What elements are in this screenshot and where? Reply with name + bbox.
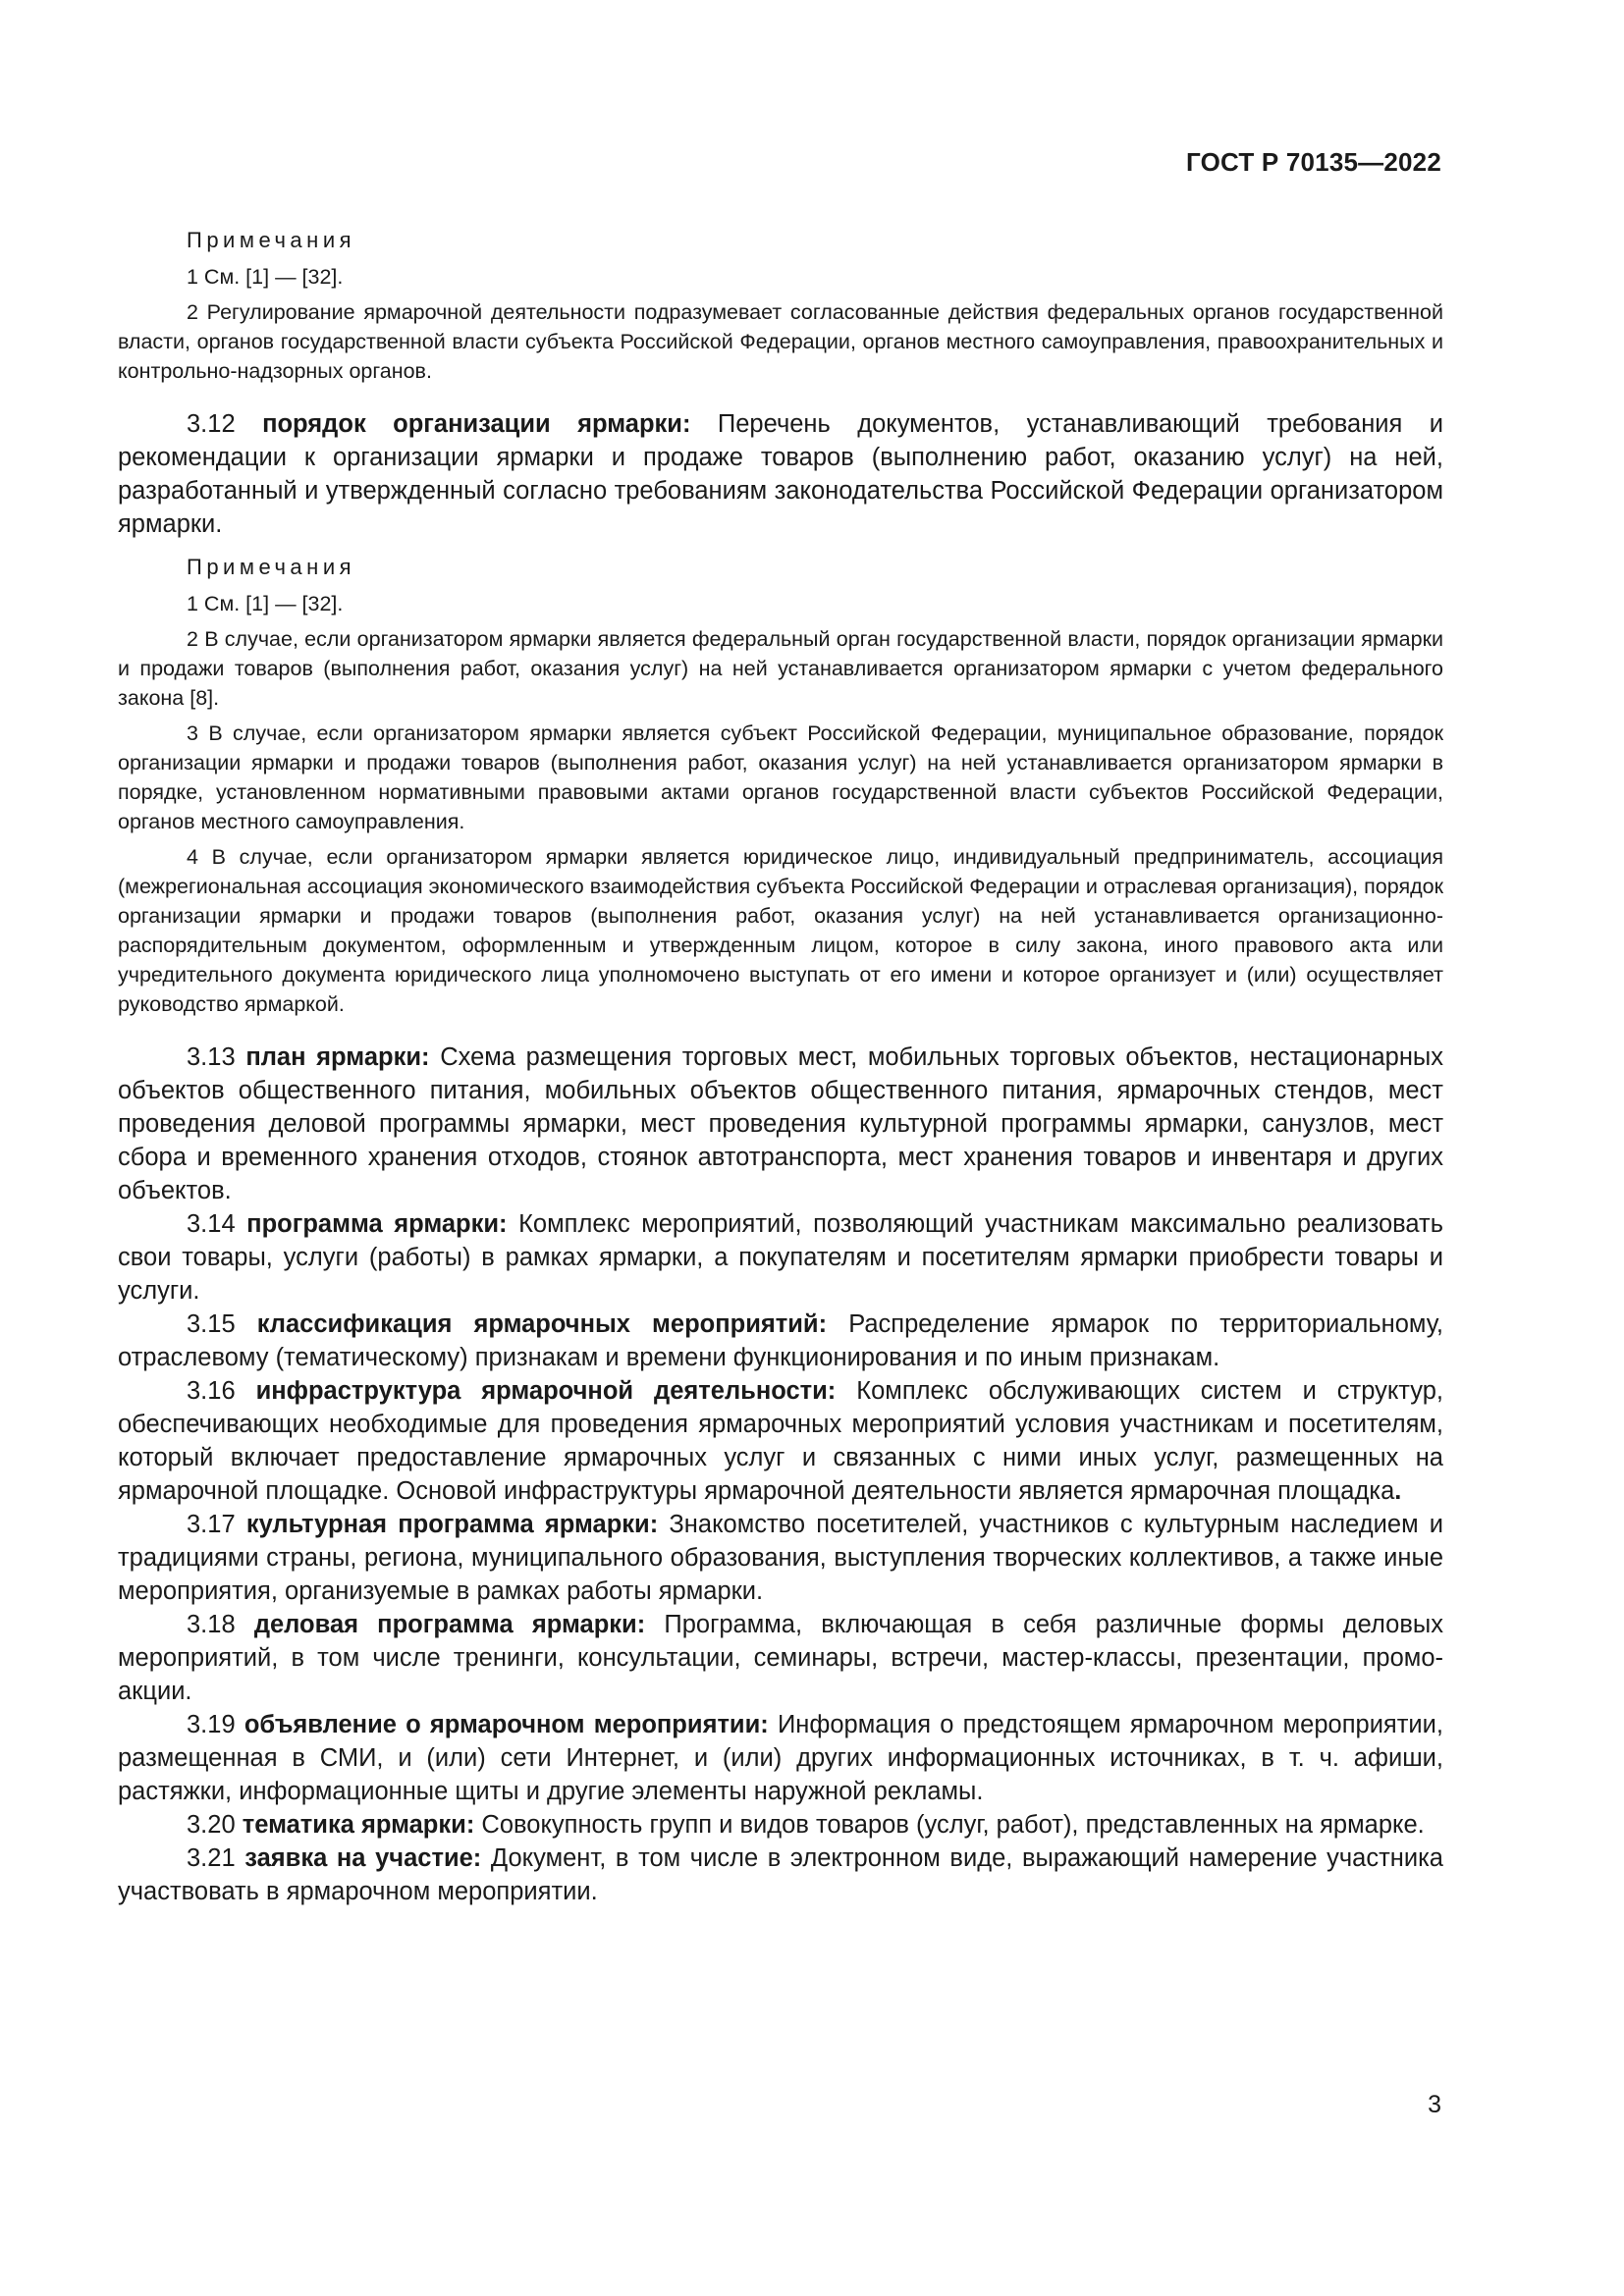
term-3-17 bbox=[118, 1508, 1443, 1608]
term-title: культурная программа ярмарки: bbox=[245, 1511, 659, 1538]
term-definition: Документ, в том числе в электронном виде, выражающий намерение участника участвовать в ярмарочном мероприятии. bbox=[118, 1844, 1443, 1905]
term-title: тематика ярмарки: bbox=[242, 1811, 475, 1839]
term-3-15 bbox=[118, 1308, 1443, 1374]
document-header: ГОСТ Р 70135—2022 bbox=[1186, 147, 1441, 177]
term-title: объявление о ярмарочном мероприятии: bbox=[244, 1711, 769, 1738]
term-number: 3.17 bbox=[187, 1511, 236, 1538]
term-number: 3.21 bbox=[187, 1844, 236, 1872]
term-definition: Распределение ярмарок по территориальному, отраслевому (тематическому) признакам и времени функционирования и по иным признакам. bbox=[118, 1310, 1443, 1371]
term-definition: Совокупность групп и видов товаров (услуг, работ), представленных на ярмарке. bbox=[481, 1811, 1425, 1839]
term-definition: Программа, включающая в себя различные формы деловых мероприятий, в том числе тренинги, консультации, семинары, встречи, мастер-классы, презентации, промо-акции. bbox=[118, 1611, 1443, 1705]
note-item: 1 См. [1] — [32]. bbox=[187, 265, 344, 289]
notes-heading: Примечания bbox=[187, 228, 356, 252]
note-item: 2 В случае, если организатором ярмарки является федеральный орган государственной власти, порядок организации ярмарки и продажи товаров (выполнения работ, оказания услуг) на ней устанавливается организатором ярмарки с учетом федерального закона [8]. bbox=[118, 627, 1443, 710]
term-3-14 bbox=[118, 1207, 1443, 1308]
term-definition: Знакомство посетителей, участников с культурным наследием и традициями страны, региона, муниципального образования, выступления творческих коллективов, а также иные мероприятия, организуемые в рамках работы ярмарки. bbox=[118, 1511, 1444, 1605]
term-number: 3.19 bbox=[187, 1711, 236, 1738]
term-definition: Информация о предстоящем ярмарочном мероприятии, размещенная в СМИ, и (или) сети Интернет, и (или) других информационных источниках, в т. ч. афиши, растяжки, информационные щиты и другие элементы наружной рекламы. bbox=[118, 1711, 1443, 1805]
page-number: 3 bbox=[1428, 2091, 1441, 2118]
term-3-13 bbox=[118, 1041, 1443, 1207]
term-number: 3.14 bbox=[187, 1210, 236, 1238]
term-number: 3.12 bbox=[187, 410, 236, 438]
term-number: 3.13 bbox=[187, 1043, 236, 1071]
term-3-19 bbox=[118, 1708, 1443, 1808]
note-item: 4 В случае, если организатором ярмарки является юридическое лицо, индивидуальный предприниматель, ассоциация (межрегиональная ассоциация экономического взаимодействия субъекта Российской Федерации и отраслевая организация), порядок организации ярмарки и продажи товаров (выполнения работ, оказания услуг) на ней устанавливается организационно-распорядительным документом, оформленным и утвержденным лицом, которое в силу закона, иного правового акта или учредительного документа юридического лица уполномочено выступать от его имени и которое организует и (или) осуществляет руководство ярмаркой. bbox=[118, 845, 1443, 1016]
term-3-18 bbox=[118, 1608, 1443, 1708]
term-title: деловая программа ярмарки: bbox=[253, 1611, 646, 1638]
term-definition: Комплекс обслуживающих систем и структур, обеспечивающих необходимые для проведения ярмарочных мероприятий условия участникам и посетителям, который включает предоставление ярмарочных услуг и связанных с ними иных услуг, размещенных на ярмарочной площадке. Основой инфраструктуры ярмарочной деятельности является ярмарочная площадка bbox=[118, 1377, 1443, 1505]
note-item: 3 В случае, если организатором ярмарки является субъект Российской Федерации, муниципальное образование, порядок организации ярмарки и продажи товаров (выполнения работ, оказания услуг) на ней устанавливается организатором ярмарки в порядке, установленном нормативными правовыми актами органов государственной власти субъектов Российской Федерации, органов местного самоуправления. bbox=[118, 721, 1443, 833]
term-number: 3.16 bbox=[187, 1377, 236, 1405]
term-title: план ярмарки: bbox=[245, 1043, 430, 1071]
term-title: порядок организации ярмарки: bbox=[262, 410, 691, 438]
term-3-16 bbox=[118, 1374, 1443, 1508]
term-3-20 bbox=[118, 1808, 1443, 1842]
term-definition-end: . bbox=[1394, 1477, 1402, 1505]
term-definition: Перечень документов, устанавливающий требования и рекомендации к организации ярмарки и продаже товаров (выполнению работ, оказанию услуг) на ней, разработанный и утвержденный согласно требованиям законодательства Российской Федерации организатором ярмарки. bbox=[118, 410, 1443, 538]
term-number: 3.18 bbox=[187, 1611, 236, 1638]
term-number: 3.20 bbox=[187, 1811, 236, 1839]
note-item: 1 См. [1] — [32]. bbox=[187, 592, 344, 615]
term-3-21 bbox=[118, 1842, 1443, 1908]
term-title: программа ярмарки: bbox=[246, 1210, 508, 1238]
term-title: классификация ярмарочных мероприятий: bbox=[256, 1310, 828, 1338]
term-title: инфраструктура ярмарочной деятельности: bbox=[255, 1377, 837, 1405]
document-body bbox=[118, 226, 1443, 1908]
notes-heading: Примечания bbox=[187, 555, 356, 579]
term-3-12 bbox=[118, 407, 1443, 541]
term-number: 3.15 bbox=[187, 1310, 236, 1338]
term-definition: Схема размещения торговых мест, мобильных торговых объектов, нестационарных объектов общественного питания, мобильных объектов общественного питания, ярмарочных стендов, мест проведения деловой программы ярмарки, мест проведения культурной программы ярмарки, санузлов, мест сбора и временного хранения отходов, стоянок автотранспорта, мест хранения товаров и инвентаря и других объектов. bbox=[118, 1043, 1443, 1204]
note-item: 2 Регулирование ярмарочной деятельности подразумевает согласованные действия федеральных органов государственной власти, органов государственной власти субъекта Российской Федерации, органов местного самоуправления, правоохранительных и контрольно-надзорных органов. bbox=[118, 300, 1443, 383]
term-definition: Комплекс мероприятий, позволяющий участникам максимально реализовать свои товары, услуги (работы) в рамках ярмарки, а покупателям и посетителям ярмарки приобрести товары и услуги. bbox=[118, 1210, 1444, 1305]
term-title: заявка на участие: bbox=[244, 1844, 482, 1872]
